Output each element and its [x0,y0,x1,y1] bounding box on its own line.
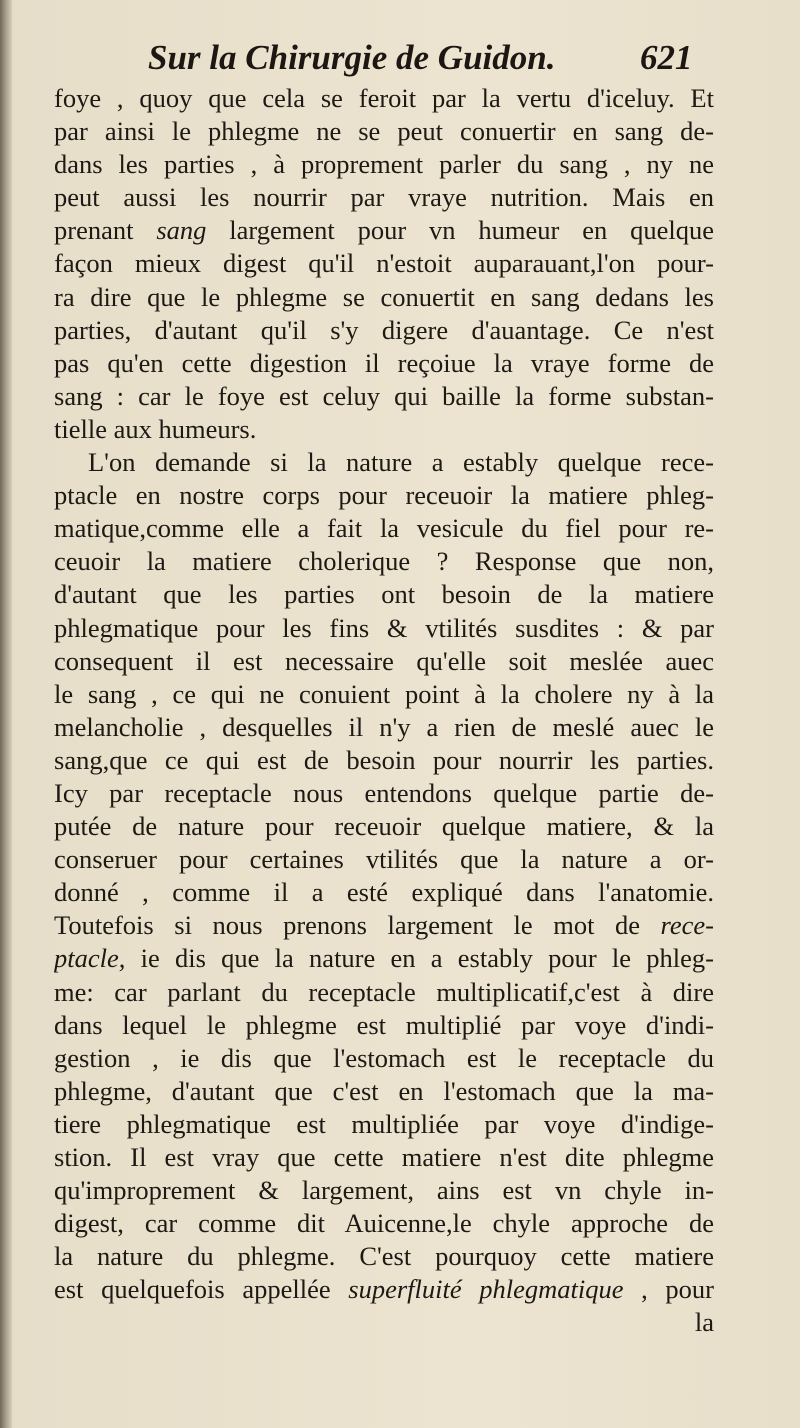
text-segment: ra dire que le phlegme se conuertit en sang dedans les [54,281,714,312]
text-segment: me: car parlant du receptacle multiplicatif,c'est à dire [54,976,714,1007]
text-line [54,281,714,314]
text-line [54,1042,714,1075]
text-segment: prenant [54,215,157,246]
text-segment: tiere phlegmatique est multipliée par voye d'indige- [54,1108,714,1139]
text-line [54,711,714,744]
text-line [54,148,714,181]
text-segment: L'on demande si la nature a estably quelque rece- [88,447,714,478]
text-segment: putée de nature pour receuoir quelque matiere, & la [54,811,714,842]
text-segment: tielle aux humeurs. [54,413,257,444]
text-line [54,512,714,545]
text-line [54,1207,714,1240]
text-line [54,810,714,843]
text-line [54,612,714,645]
text-segment: sang,que ce qui est de besoin pour nourrir les parties. [54,744,714,775]
text-segment: gestion , ie dis que l'estomach est le receptacle du [54,1042,714,1073]
catchword: la [694,1307,714,1338]
text-line [54,446,714,479]
text-segment: d'autant que les parties ont besoin de la matiere [54,579,714,610]
text-line [54,1273,714,1306]
text-line [54,347,714,380]
text-segment: façon mieux digest qu'il n'estoit auparauant,l'on pour- [54,248,714,279]
text-segment: le sang , ce qui ne conuient point à la cholere ny à la [54,678,714,709]
text-segment: consequent il est necessaire qu'elle soit meslée auec [54,645,714,676]
text-segment: peut aussi les nourrir par vraye nutrition. Mais en [54,182,714,213]
text-segment: matique,comme elle a fait la vesicule du fiel pour re- [54,513,714,544]
italic-segment: sang [156,215,207,246]
text-segment: dans les parties , à proprement parler du sang , ny ne [54,149,714,180]
text-line [54,645,714,678]
italic-segment: ptacle, [54,943,126,974]
text-line [54,1240,714,1273]
text-line [54,181,714,214]
text-line [54,876,714,909]
text-segment: par ainsi le phlegme ne se peut conuertir en sang de- [54,116,714,147]
text-line [54,678,714,711]
text-segment: Toutefois si nous prenons largement le mot de [54,910,661,941]
text-line [54,1141,714,1174]
text-segment: phlegmatique pour les fins & vtilités susdites : & par [54,612,714,643]
running-title: Sur la Chirurgie de Guidon. [148,38,556,77]
text-segment: stion. Il est vray que cette matiere n'est dite phlegme [54,1142,714,1172]
text-line [54,843,714,876]
text-line [54,82,714,115]
text-segment: , pour [623,1274,714,1305]
text-line [54,777,714,810]
text-segment: sang : car le foye est celuy qui baille la forme substan- [54,380,714,411]
italic-segment: superfluité phlegmatique [348,1274,624,1305]
text-line [54,314,714,347]
text-segment: pas qu'en cette digestion il reçoiue la vraye forme de [54,347,714,378]
text-segment: ie dis que la nature en a estably pour le phleg- [125,943,714,974]
text-segment: conseruer pour certaines vtilités que la nature a or- [54,844,714,875]
text-line [54,1174,714,1207]
text-segment: qu'improprement & largement, ains est vn chyle in- [54,1175,714,1206]
body-text [54,82,714,1340]
text-segment: digest, car comme dit Auicenne,le chyle approche de [54,1208,714,1239]
italic-segment: rece- [660,910,714,941]
text-segment: melancholie , desquelles il n'y a rien de meslé auec le [54,711,714,742]
text-line [54,909,714,942]
text-line [54,1075,714,1108]
text-segment: foye , quoy que cela se feroit par la vertu d'iceluy. Et [54,83,714,113]
text-segment: parties, d'autant qu'il s'y digere d'auantage. Ce n'est [54,314,714,345]
book-binding-edge [0,0,12,1428]
text-line [54,247,714,280]
text-segment: ptacle en nostre corps pour receuoir la matiere phleg- [54,480,714,511]
page-number: 621 [640,38,693,77]
text-segment: est quelquefois appellée [54,1274,349,1305]
text-line [54,380,714,413]
text-segment: la nature du phlegme. C'est pourquoy cette matiere [54,1241,714,1272]
text-segment: largement pour vn humeur en quelque [206,215,714,246]
text-line [54,942,714,975]
text-line [54,214,714,247]
text-segment: dans lequel le phlegme est multiplié par voye d'indi- [54,1009,714,1040]
text-line [54,744,714,777]
text-line [54,413,714,446]
text-line [54,115,714,148]
text-line [54,1108,714,1141]
text-line [54,1009,714,1042]
text-line [54,976,714,1009]
text-segment: phlegme, d'autant que c'est en l'estomach que la ma- [54,1075,714,1106]
text-segment: donné , comme il a esté expliqué dans l'anatomie. [54,877,714,908]
page-header [0,38,800,88]
text-segment: Icy par receptacle nous entendons quelque partie de- [54,777,714,808]
text-segment: ceuoir la matiere cholerique ? Response que non, [54,546,714,577]
text-line [54,545,714,578]
text-line [54,479,714,512]
text-line [54,578,714,611]
